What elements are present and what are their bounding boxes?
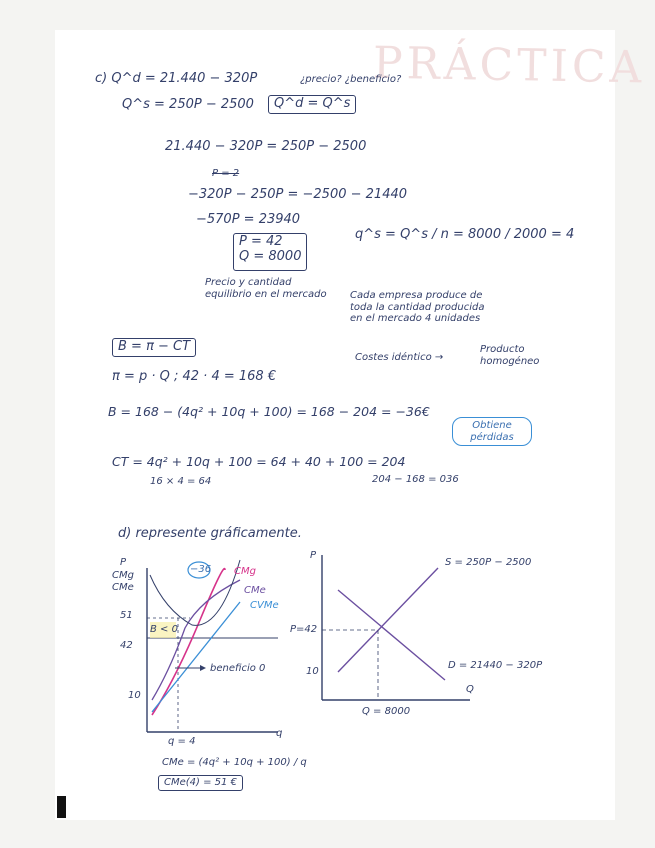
total-cost-calc: CT = 4q² + 10q + 100 = 64 + 40 + 100 = 204 bbox=[112, 454, 406, 469]
profit-calc: B = 168 − (4q² + 10q + 100) = 168 − 204 = −36€ bbox=[108, 404, 430, 419]
cme-label: CMe bbox=[244, 585, 266, 596]
loss-badge: −36 bbox=[190, 564, 212, 575]
firm-y-cmg: CMg bbox=[112, 570, 134, 581]
cme-curve bbox=[152, 580, 240, 700]
cmg-curve bbox=[152, 569, 225, 715]
market-q-label: Q = 8000 bbox=[362, 706, 411, 717]
benefit-formula: B = π − CT bbox=[112, 338, 196, 357]
supply-label: S = 250P − 2500 bbox=[445, 557, 532, 568]
firm-x-label: q bbox=[276, 728, 283, 739]
loss-region-label: B < 0 bbox=[150, 624, 178, 635]
note-firm-production: Cada empresa produce de toda la cantidad producida en el mercado 4 unidades bbox=[350, 290, 485, 324]
step-2: −320P − 250P = −2500 − 21440 bbox=[188, 187, 408, 202]
result-quantity: Q = 8000 bbox=[239, 248, 302, 264]
losses-note: Obtiene pérdidas bbox=[452, 417, 532, 446]
cvme-label: CVMe bbox=[250, 600, 279, 611]
firm-y-label: P bbox=[120, 557, 127, 568]
note-product: Producto homogéneo bbox=[480, 344, 540, 367]
result-price: P = 42 bbox=[239, 234, 283, 249]
demand-label: D = 21440 − 320P bbox=[448, 660, 543, 671]
questions-note: ¿precio? ¿beneficio? bbox=[300, 74, 402, 85]
note-costs: Costes idéntico → bbox=[355, 352, 444, 363]
market-y-label: P bbox=[310, 550, 317, 561]
mult-calc: 16 × 4 = 64 bbox=[150, 476, 212, 487]
part-d-title: d) represente gráficamente. bbox=[118, 526, 302, 541]
step-1: 21.440 − 320P = 250P − 2500 bbox=[165, 139, 367, 154]
market-tick-10: 10 bbox=[306, 666, 319, 677]
revenue-calc: π = p · Q ; 42 · 4 = 168 € bbox=[112, 369, 277, 384]
firm-x-tick: q = 4 bbox=[168, 736, 196, 747]
demand-equation: c) Q^d = 21.440 − 320P bbox=[95, 71, 258, 86]
benefit-arrow-label: beneficio 0 bbox=[210, 663, 266, 674]
note-market-equilibrium: Precio y cantidad equilibrio en el mercado bbox=[205, 277, 327, 300]
equilibrium-condition: Q^d = Q^s bbox=[268, 95, 356, 114]
market-price-label: P=42 bbox=[290, 624, 318, 635]
supply-equation: Q^s = 250P − 2500 bbox=[122, 97, 254, 112]
cme-formula: CMe = (4q² + 10q + 100) / q bbox=[162, 757, 307, 768]
supply-line bbox=[338, 568, 438, 672]
sub-calc: 204 − 168 = 036 bbox=[372, 474, 459, 485]
market-x-label: Q bbox=[466, 684, 474, 695]
cvme-curve bbox=[152, 602, 240, 712]
scan-edge-mark bbox=[57, 796, 66, 818]
firm-tick-51: 51 bbox=[120, 610, 133, 621]
watermark-text: PRÁCTICA bbox=[372, 37, 646, 94]
firm-y-cme: CMe bbox=[112, 582, 134, 593]
firm-tick-42: 42 bbox=[120, 640, 133, 651]
struck-step: P = 2 bbox=[212, 168, 240, 179]
demand-line bbox=[338, 590, 445, 680]
step-3: −570P = 23940 bbox=[196, 212, 301, 227]
firm-tick-10: 10 bbox=[128, 690, 141, 701]
firm-quantity-calc: q^s = Q^s / n = 8000 / 2000 = 4 bbox=[355, 227, 575, 242]
cmg-label: CMg bbox=[234, 566, 256, 577]
cme-value: CMe(4) = 51 € bbox=[158, 775, 243, 791]
